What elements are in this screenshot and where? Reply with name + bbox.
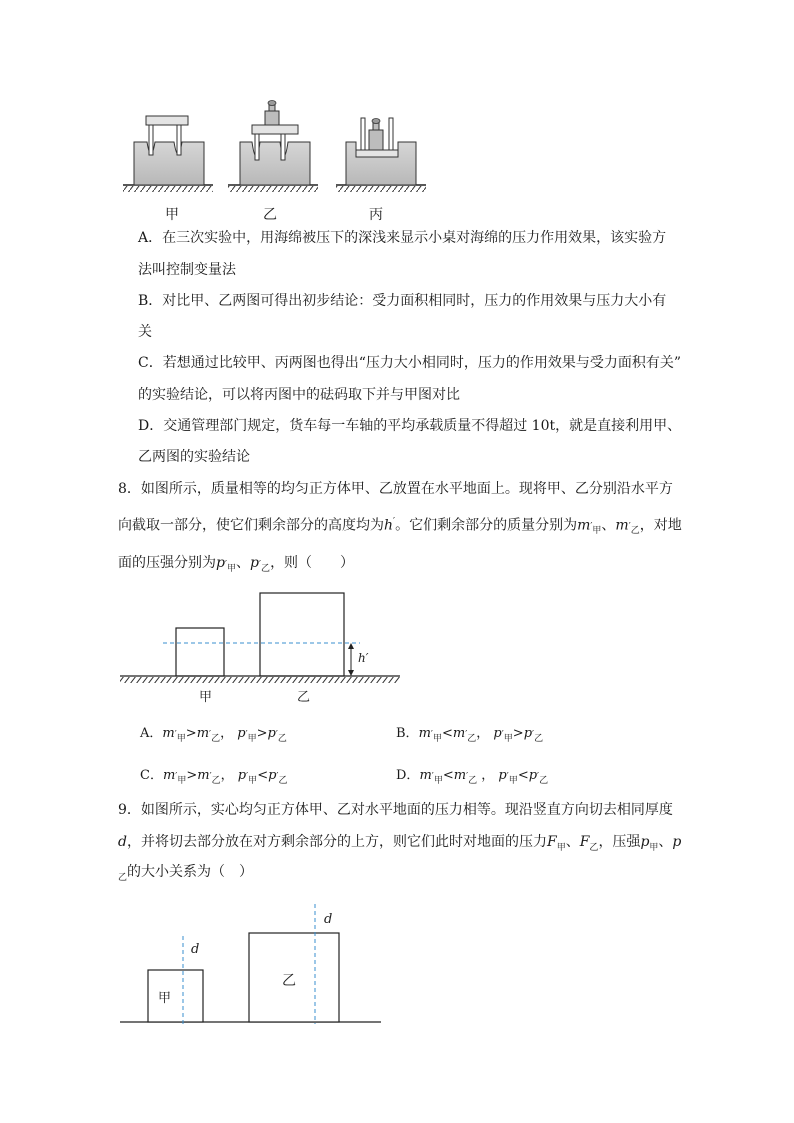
q9-figure-label-jia: 甲 <box>158 991 172 1006</box>
figure1-label-bing: 丙 <box>369 207 383 223</box>
q9-figure-label-yi: 乙 <box>282 973 296 989</box>
experiment-figure <box>118 94 438 196</box>
q7-option-c-line1: C．若想通过比较甲、丙两图也得出“压力大小相同时，压力的作用效果与受力面积有关” <box>138 355 682 371</box>
figure1-label-yi: 乙 <box>263 207 277 223</box>
q8-stem-line2: 向截取一部分，使它们剩余部分的高度均为h′。它们剩余部分的质量分别为$m_{'甲}$、$m_{'乙}$，对地 <box>118 517 682 537</box>
q8-stem-line1: 8．如图所示，质量相等的均匀正方体甲、乙放置在水平地面上。现将甲、乙分别沿水平方 <box>118 481 673 497</box>
q8-figure <box>118 588 402 684</box>
q9-figure-d-right: d <box>324 912 333 927</box>
q7-option-b-line1: B．对比甲、乙两图可得出初步结论：受力面积相同时，压力的作用效果与压力大小有 <box>138 293 667 309</box>
q8-option-b[interactable]: B．$m_{'甲}<m_{'乙}$， $p_{'甲}>p_{'乙}$ <box>396 726 544 744</box>
q8-option-c[interactable]: C．$m_{'甲}>m_{'乙}$， $p_{'甲}<p_{'乙}$ <box>140 768 288 786</box>
q9-stem-line1: 9．如图所示，实心均匀正方体甲、乙对水平地面的压力相等。现沿竖直方向切去相同厚度 <box>118 802 673 818</box>
q7-option-c-line2: 的实验结论，可以将丙图中的砝码取下并与甲图对比 <box>138 387 460 403</box>
q7-option-a-line2: 法叫控制变量法 <box>138 262 236 278</box>
q7-option-d-line1: D．交通管理部门规定，货车每一车轴的平均承载质量不得超过 10t，就是直接利用甲、 <box>138 418 682 434</box>
q7-option-a-line1: A．在三次实验中，用海绵被压下的深浅来显示小桌对海绵的压力作用效果，该实验方 <box>138 230 667 246</box>
q8-figure-label-jia: 甲 <box>199 690 213 705</box>
q8-figure-label-yi: 乙 <box>297 690 311 705</box>
q9-figure <box>118 900 384 1028</box>
q9-stem-line3: $_乙$的大小关系为（ ） <box>118 864 254 883</box>
q8-option-a[interactable]: A．$m_{'甲}>m_{'乙}$， $p_{'甲}>p_{'乙}$ <box>140 726 287 744</box>
q7-option-b-line2: 关 <box>138 324 152 340</box>
q9-figure-d-left: d <box>191 942 200 957</box>
q8-stem-line3: 面的压强分别为$p_{'甲}$、$p_{'乙}$，则（ ） <box>118 555 355 574</box>
figure1-label-jia: 甲 <box>165 207 179 223</box>
q7-option-d-line2: 乙两图的实验结论 <box>138 449 250 465</box>
q9-stem-line2: d，并将切去部分放在对方剩余部分的上方，则它们此时对地面的压力$F_甲$、$F_乙$，压强$p_甲$、p <box>118 834 682 853</box>
q8-figure-h-label: h′ <box>358 651 369 665</box>
q8-option-d[interactable]: D．$m_{'甲}<m_{'乙}$ ， $p_{'甲}<p_{'乙}$ <box>396 768 549 786</box>
